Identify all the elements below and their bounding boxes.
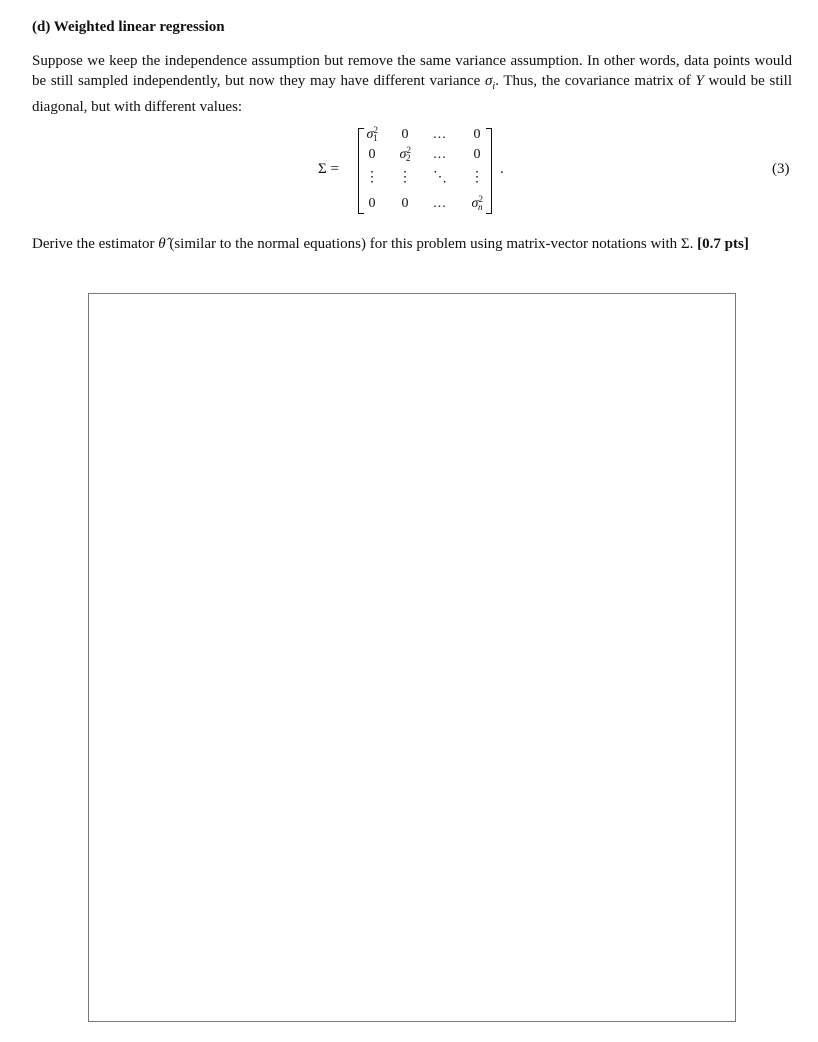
matrix-cell-2-3: ...	[433, 147, 447, 162]
sigma-i-subscript: i	[492, 81, 496, 92]
matrix-cell-3-3: ⋱	[433, 170, 447, 185]
matrix-cell-1-2: 0	[401, 127, 409, 142]
section-heading: (d) Weighted linear regression	[32, 19, 225, 35]
description-text-part2: . Thus, the covariance matrix of	[495, 73, 696, 89]
description-text-part3: would be still diagonal, but with different values:	[32, 73, 793, 115]
problem-description	[32, 51, 792, 117]
answer-box[interactable]	[88, 293, 736, 1022]
equation-lhs: Σ =	[318, 161, 339, 177]
question-text-part2: (similar to the normal equations) for this problem using matrix-vector notations with Σ.	[165, 236, 698, 252]
matrix-cell-4-1: 0	[368, 196, 376, 211]
y-symbol: Y	[695, 73, 704, 89]
description-text-part1: Suppose we keep the independence assumption but remove the same variance assumption. In other words, data points would be still sampled independently, but now they may have different variance	[32, 53, 792, 89]
question-prompt	[32, 234, 792, 254]
sigma-i-symbol: σ	[485, 73, 493, 89]
matrix-cell-4-2: 0	[401, 196, 409, 211]
matrix-cell-1-4: 0	[473, 127, 481, 142]
matrix-cell-4-4: $\sigma^2_n$	[471, 194, 483, 212]
theta-hat-symbol: θ̂	[158, 236, 166, 252]
matrix-cell-1-3: ...	[433, 127, 447, 142]
points-label: [0.7 pts]	[697, 236, 749, 252]
matrix-cell-3-2: ⋮	[398, 170, 412, 185]
matrix-cell-4-3: ...	[433, 196, 447, 211]
question-text-part1: Derive the estimator	[32, 236, 159, 252]
matrix-cell-1-1: $\sigma^2_1$	[366, 125, 378, 143]
matrix-cell-2-4: 0	[473, 147, 481, 162]
equation-period: .	[500, 161, 504, 177]
matrix-cell-2-2: $\sigma^2_2$	[399, 145, 411, 163]
equation-number: (3)	[772, 161, 790, 177]
matrix-cell-3-4: ⋮	[470, 170, 484, 185]
matrix-cell-3-1: ⋮	[365, 170, 379, 185]
matrix-cell-2-1: 0	[368, 147, 376, 162]
